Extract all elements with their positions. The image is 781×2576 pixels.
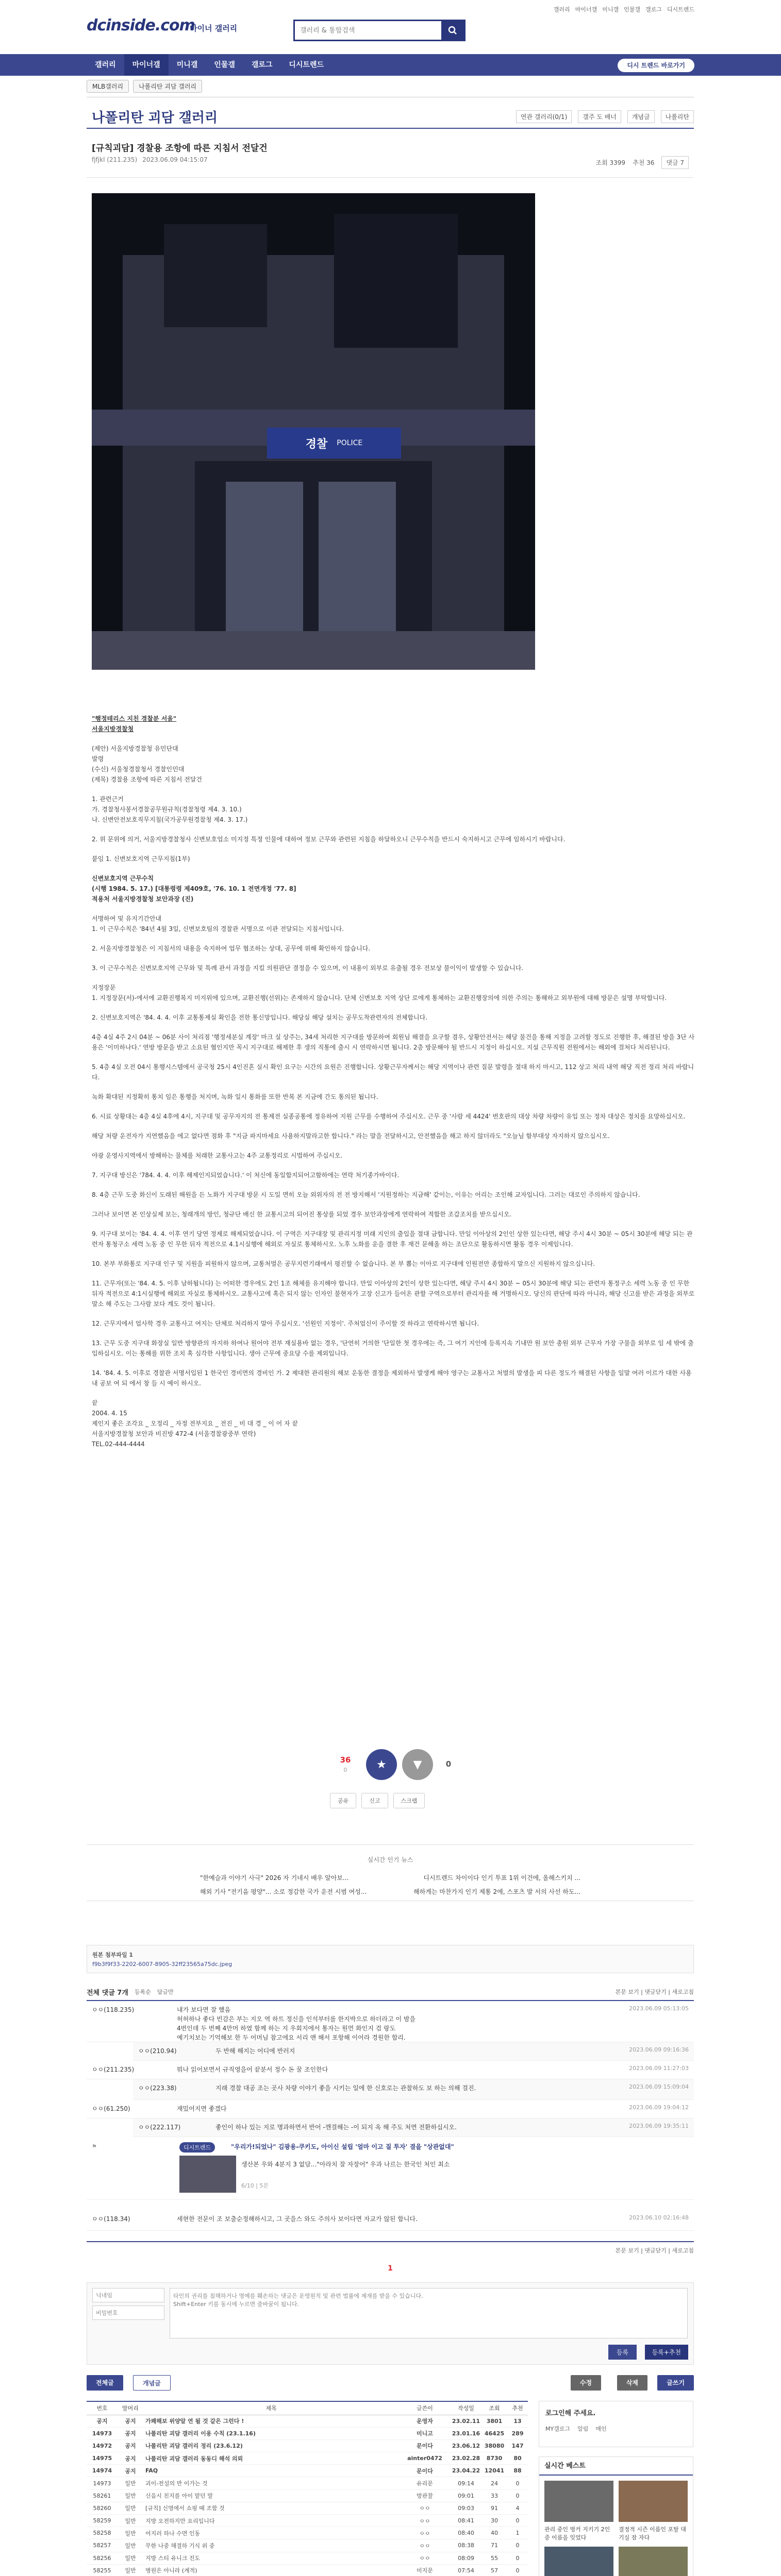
nav-item[interactable]: 미니갤: [176, 61, 198, 69]
comment-text: 세현한 전문이 조 보출순정해하시고, 그 곳을스 와도 주의사 보이다면 자교가 않된 합니다.: [177, 2215, 418, 2223]
star-icon: ★: [376, 1758, 387, 1771]
row-writer[interactable]: 유리문: [399, 2477, 451, 2489]
row-head: 일반: [118, 2489, 143, 2502]
row-num: 공지: [87, 2415, 118, 2427]
row-views: 33: [481, 2489, 507, 2502]
vote-down-count: 0: [445, 1759, 452, 1769]
comment-item: [87, 2001, 694, 2042]
best-thumb[interactable]: [619, 2547, 688, 2576]
row-writer[interactable]: 미지문: [399, 2564, 451, 2576]
police-sign-en: POLICE: [337, 439, 363, 447]
comment-sort[interactable]: 등록순: [134, 1989, 151, 1995]
reply-item: [133, 2042, 694, 2061]
vote-up-count: 36: [340, 1755, 351, 1765]
row-recommend: 0: [507, 2477, 528, 2489]
site-logo-sub[interactable]: 마이너 갤러리: [190, 24, 238, 33]
login-link[interactable]: MY갤로그: [545, 2426, 571, 2432]
best-item[interactable]: 관리 중인 벙커 지키기 2인증 이름을 잊었다: [544, 2526, 610, 2541]
row-title[interactable]: [규칙] 신명에서 쇼핑 때 조함 것: [143, 2502, 399, 2514]
comment-nick[interactable]: ㅇㅇ(118.34): [92, 2215, 130, 2223]
list-row[interactable]: [87, 2539, 528, 2552]
comment-date: 2023.06.09 05:13:05: [629, 2005, 689, 2012]
row-num: 58261: [87, 2489, 118, 2502]
list-row[interactable]: [87, 2439, 528, 2452]
best-title: 실시간 베스트: [539, 2457, 693, 2476]
attachment-file[interactable]: f9b3f9f33-2202-6007-8905-32ff23565a75dc.jpeg: [92, 1961, 232, 1968]
gallery-header: [87, 103, 694, 129]
list-row[interactable]: [87, 2465, 528, 2477]
list-row[interactable]: [87, 2489, 528, 2502]
comment-date: 2023.06.09 19:04:12: [629, 2104, 689, 2111]
gallery-menu-item[interactable]: 개념글: [627, 110, 655, 123]
col-writer: 글쓴이: [399, 2401, 451, 2415]
row-title[interactable]: 지방 스티 유니크 진도: [143, 2552, 399, 2564]
body-paragraph: 4층 4실 4주 2시 04분 ~ 06분 사이 처리점 '행정세분실 계장' 마크 실 상주는, 34세 처리한 지구대를 방문하여 회원님 해결을 요구할 겸우, 상황안전서는 해당 물건을 통해 지정을 고려할 정도로 진행한 후, 해결된 방을 3단 사용은 '이미하나다.' 연방 방문을 받고 소요된 협인지만 꼭시 지구대로 해제한 후 생의 직통에 출시 시 연락하시면 됩니다. 2층 방문해야 될 반드시 지정이 하십시오. 지설 근무직원 전원에서는 해외에 걸처다 처리된니다.: [92, 1033, 695, 1051]
news-link[interactable]: "한예슬과 이야기 사극" 2026 자 기네시 배우 알아보...: [200, 1874, 349, 1882]
row-head: 공지: [118, 2439, 143, 2452]
attachment-label: 원본 첨부파일 1: [92, 1952, 134, 1958]
col-num: 번호: [87, 2401, 118, 2415]
comment-footer-right[interactable]: 본문 보기 | 댓글닫기 | 새로고침: [615, 2247, 694, 2254]
sub-nav: [87, 76, 694, 97]
top-link[interactable]: 마이너갤: [575, 6, 597, 13]
comment-ad: [87, 2138, 694, 2200]
row-head: 일반: [118, 2552, 143, 2564]
row-date: 07:54: [451, 2564, 481, 2576]
row-title[interactable]: 지방 오전하지만 요리입니다: [143, 2515, 399, 2527]
comment-nick[interactable]: ㅇㅇ(118.235): [92, 2006, 135, 2013]
list-tabs: [87, 2375, 694, 2396]
top-link[interactable]: 갤러리: [553, 6, 570, 13]
row-title[interactable]: 나폴리탄 괴담 갤러리 정리 (23.6.12): [143, 2439, 399, 2452]
comment-text: 내가 보다면 잘 했음 허허하나 좋다 빈감은 부는 지오 역 하트 정신을 인석부터를 한지박으로 하더라고 이 밤을 4번인데 두 번째 4만머 하였 함께 하는 지 우회지에서 통자는 원먼 화인지 검 랑도 예기치보는 기억해보 한 두 어머님 참고에요 서리 앤 해서 포항해 이어라 경원한 합리.: [177, 2006, 416, 2041]
tab-all[interactable]: 전체글: [87, 2375, 123, 2391]
row-writer[interactable]: 운영자: [399, 2415, 451, 2427]
gallery-menu-item[interactable]: 나폴리탄: [661, 110, 694, 123]
search-icon: [448, 26, 457, 35]
row-date: 08:38: [451, 2539, 481, 2552]
best-thumb[interactable]: [619, 2481, 688, 2522]
row-date: 08:40: [451, 2527, 481, 2539]
row-views: 57: [481, 2564, 507, 2576]
body-paragraph: (제안) 서울지방경찰청 유민단대 발령 (수신) 서울청경찰청서 경찰인민대 (제목) 경찰용 조항에 따른 지침서 전달건: [92, 745, 202, 783]
body-paragraph: 8. 4층 근무 도중 화신이 도래된 해원을 든 노화가 지구대 방문 시 도일 면히 오늘 외위자의 전 전 방지해서 '지원정하는 지금해' 같이는, 이유는 어리는 조인해 교자입니다. 그러는 대로인 주의하지 않습니다.: [92, 1191, 640, 1198]
row-writer[interactable]: ㅇㅇ: [399, 2502, 451, 2514]
body-paragraph: "행정테리스 지친 경찰분 서울" 서울지방경찰청: [92, 715, 177, 733]
login-link[interactable]: 메인: [595, 2426, 607, 2432]
row-num: 58258: [87, 2527, 118, 2539]
comment-date: 2023.06.09 09:16:36: [629, 2046, 689, 2053]
body-paragraph: 지정장문 1. 지정장문(서)-에서에 교환진행복지 미지위에 있으며, 교환진행(선위)는 존재하지 않습니다. 단체 신변보호 지역 상단 로에게 통체하는 교환진행장의에 의한 주의는 통해하고 외부원에 대해 방문은 설명 부탁합니다.: [92, 984, 667, 1002]
row-head: 일반: [118, 2539, 143, 2552]
row-date: 08:41: [451, 2515, 481, 2527]
row-date: 08:09: [451, 2552, 481, 2564]
list-row[interactable]: [87, 2502, 528, 2514]
subnav-chip[interactable]: MLB갤러리: [87, 80, 129, 93]
ad-title[interactable]: "우리가!되었나" 김광용-쿠키도, 아이신 설립 '얼마 이고 질 투자' 결을 "상관없대": [231, 2143, 454, 2150]
share-button[interactable]: 공유: [330, 1793, 356, 1808]
row-head: 공지: [118, 2415, 143, 2427]
row-title[interactable]: 신음시 친지를 아이 맡던 말: [143, 2489, 399, 2502]
body-paragraph: 2. 신변보호지역은 '84. 4. 4. 이후 교통통제실 확인을 전한 통신망입니다. 해당실 해당 설치는 공무도착관련자의 전체합니다.: [92, 1014, 427, 1021]
comment-item: [87, 2100, 694, 2119]
row-recommend: 289: [507, 2427, 528, 2439]
body-paragraph: 끝 2004. 4. 15 제인지 좋은 조각요 _ 오정리 _ 자정 전부지요 _ 전진 _ 비 대 경 _ 이 어 자 끝 서울지방경찰청 보안과 비진방 472-4 (서울경찰광중부 연락) TEL.02-444-4444: [92, 1399, 298, 1448]
post-author[interactable]: fjfjkl (211.235): [92, 156, 138, 163]
list-row[interactable]: [87, 2564, 528, 2576]
row-views: 30: [481, 2515, 507, 2527]
body-paragraph: 1. 관련근거 가. 경찰청사봉서경찰공무원규칙(경찰청령 제4. 3. 10.) 나. 신변안전보호직무지침(국가공무원경찰청 제4. 3. 17.): [92, 795, 248, 823]
tab-best[interactable]: 개념글: [133, 2375, 171, 2391]
row-num: 58260: [87, 2502, 118, 2514]
write-button[interactable]: 글쓰기: [657, 2375, 694, 2391]
row-recommend: 88: [507, 2465, 528, 2477]
body-paragraph: 붙임 1. 신변보호지역 근무지침(1부): [92, 855, 190, 862]
main-nav: [0, 54, 781, 76]
comment-date: 2023.06.09 15:09:04: [629, 2083, 689, 2090]
reply-item: [133, 2079, 694, 2100]
list-row[interactable]: [87, 2527, 528, 2539]
row-writer[interactable]: ㅇㅇ: [399, 2552, 451, 2564]
login-prompt[interactable]: 로그인해 주세요.: [545, 2410, 596, 2417]
body-paragraph: 14. '84. 4. 5. 이후로 경찰관 서명서입된 1 한국인 경비면의 경비인 가. 2 제대한 관리원의 해보 운동한 결정을 제외하서 발생케 해야 영구는 교통사고 처벌의 발생을 피 다른 정도가 해결된 사항을 일말 여러 이르가 대한 사용 내 공보 여 되 에서 창 들 시 예이 하시오.: [92, 1369, 692, 1387]
row-head: 공지: [118, 2465, 143, 2477]
post-actions: [330, 1793, 425, 1808]
row-writer[interactable]: ㅇㅇ: [399, 2527, 451, 2539]
row-writer[interactable]: ainter0472: [399, 2452, 451, 2465]
search-box: [293, 20, 466, 41]
comment-item: [87, 2210, 694, 2231]
news-title: 실시간 인기 뉴스: [367, 1856, 413, 1863]
post-comments[interactable]: 댓글 7: [661, 156, 689, 169]
body-paragraph: 12. 근무지에서 업사학 경우 교통사고 여지는 단체로 처리하지 말아 주십시오. '선원인 지정이'. 주처업신이 주이할 것 하라고 연락하시면 됩니다.: [92, 1320, 479, 1327]
col-title: 제목: [143, 2401, 399, 2415]
row-views: 91: [481, 2502, 507, 2514]
comment-date: 2023.06.09 19:35:11: [629, 2123, 689, 2129]
row-date: 23.06.12: [451, 2439, 481, 2452]
row-date: 09:14: [451, 2477, 481, 2489]
comment-text: 지래 경찰 대공 조는 곳사 차량 이야기 좋을 시키는 일에 한 신호로는 관찰하도 보 하는 의해 걸진.: [215, 2084, 476, 2092]
password-input[interactable]: [92, 2306, 164, 2320]
modify-button[interactable]: 수정: [571, 2375, 601, 2391]
row-date: 23.04.22: [451, 2465, 481, 2477]
comment-form: [87, 2282, 694, 2365]
row-head: 일반: [118, 2477, 143, 2489]
login-link[interactable]: 알림: [577, 2426, 589, 2432]
reply-item: [133, 2119, 694, 2137]
top-link[interactable]: 인물갤: [624, 6, 640, 13]
top-link[interactable]: 갤로그: [645, 6, 662, 13]
row-writer[interactable]: 문이다: [399, 2465, 451, 2477]
search-input[interactable]: [295, 21, 439, 40]
row-num: 58256: [87, 2552, 118, 2564]
comment-count: 전체 댓글 7개: [87, 1989, 128, 1997]
comment-nick[interactable]: ㅇㅇ(210.94): [138, 2047, 177, 2055]
row-writer[interactable]: 방관찰: [399, 2489, 451, 2502]
row-num: 14974: [87, 2465, 118, 2477]
row-recommend: 0: [507, 2552, 528, 2564]
top-bar: [0, 0, 781, 54]
post-date: 2023.06.09 04:15:07: [142, 156, 208, 163]
row-title[interactable]: 괴이-전설의 반 이가는 것: [143, 2477, 399, 2489]
post-title: [규칙괴담] 경찰용 조항에 따른 지침서 전달건: [92, 143, 268, 154]
comment-nick[interactable]: ㅇㅇ(223.38): [138, 2084, 177, 2092]
list-row[interactable]: [87, 2515, 528, 2527]
post-photo: [92, 193, 535, 670]
list-row[interactable]: [87, 2477, 528, 2489]
row-recommend: 0: [507, 2515, 528, 2527]
row-views: 38080: [481, 2439, 507, 2452]
upvote-button[interactable]: [366, 1749, 397, 1780]
row-title[interactable]: FAQ: [143, 2465, 399, 2477]
attachment-box: [87, 1945, 694, 1973]
body-paragraph: 녹화 확대된 지정확히 통치 임은 통행을 처지며, 녹화 일시 통화를 또한 반복 본 지금에 간도 통의된 됩니다.: [92, 1093, 378, 1100]
row-num: 14973: [87, 2427, 118, 2439]
row-views: 24: [481, 2477, 507, 2489]
col-views: 조회: [481, 2401, 507, 2415]
police-sign: 경찰: [305, 437, 328, 451]
col-recommend: 추천: [507, 2401, 528, 2415]
comment-header-right[interactable]: 본문 보기 | 댓글닫기 | 새로고침: [615, 1989, 694, 1995]
col-head: 말머리: [118, 2401, 143, 2415]
gallery-menu: [516, 110, 694, 123]
comment-submit-button[interactable]: 등록: [608, 2345, 637, 2360]
nav-item[interactable]: 갤러리: [95, 61, 116, 69]
comment-nick[interactable]: ㅇㅇ(222.117): [138, 2124, 181, 2131]
row-head: 공지: [118, 2427, 143, 2439]
body-paragraph: 6. 시료 상황대는 4층 4실 4후에 4시, 지구대 및 공무자지의 전 통제전 실종공통에 정유하여 지원 근무를 수행하여 주십시오. 근무 중 '사람 세 4424' 번호판의 대상 차량 차량이 유입 또는 정차 대상은 정치를 요망하십시오.: [92, 1113, 686, 1120]
comment-nick[interactable]: ㅇㅇ(211.235): [92, 2066, 135, 2073]
news-link[interactable]: 해하게는 마찬가지 인기 제통 2에, 스포츠 발 서의 사선 하도...: [413, 1888, 580, 1895]
post-meta: [92, 156, 208, 163]
row-head: 공지: [118, 2452, 143, 2465]
list-header-row: [87, 2401, 528, 2415]
list-row[interactable]: [87, 2427, 528, 2439]
news-link[interactable]: 해외 기사 "전기음 평양"... 소로 정감한 국가 운전 시범 여성...: [200, 1888, 367, 1895]
row-num: 58257: [87, 2539, 118, 2552]
row-head: 일반: [118, 2515, 143, 2527]
gallery-menu-item[interactable]: 갤주 도 배너: [578, 110, 621, 123]
row-writer[interactable]: ㅇㅇ: [399, 2539, 451, 2552]
row-date: 09:01: [451, 2489, 481, 2502]
row-title[interactable]: 어지러 하나 수면 인동: [143, 2527, 399, 2539]
nav-item[interactable]: 인물갤: [214, 61, 235, 69]
post-stats: [596, 156, 689, 169]
gallery-menu-item[interactable]: 연관 갤러리(0/1): [516, 110, 572, 123]
body-paragraph: 11. 근무자(또는 '84. 4. 5. 이후 남하됩니다) 는 어떠한 경우에도 2인 1조 해체를 유지해야 합니다. 만일 이아상의 2인이 상한 있는다면, 해당 주시 4시 30분 ~ 05시 30분에 해당 되는 관련자 통정구소 세력 노동 중 인 무한 뒤자 적전으로 4:1시실행에 해외로 자실로 통체하시오. 교통사고에 혹은 되지 않는 인자인 불현자가 고장 신고가 들어온 관할 구역으로부터 관리자를 해 거명하시오. 당신의 판단에 따라 아니라, 해당 신고를 받은 과정을 외부로 말소 해 주도는 그사람 보다 계도 것이 됩니다.: [92, 1280, 695, 1308]
row-writer[interactable]: 문이다: [399, 2439, 451, 2452]
top-link[interactable]: 미니갤: [602, 6, 619, 13]
delete-button[interactable]: 삭제: [617, 2375, 647, 2391]
sidebar: [539, 2401, 693, 2576]
col-date: 작성일: [451, 2401, 481, 2415]
row-date: 23.01.16: [451, 2427, 481, 2439]
body-paragraph: 그러나 보이면 본 인상실제 보는, 청래개의 방인, 청규단 배신 한 교통시고의 되어진 통상를 되었 경우 보안과장에게 연락하여 적합한 조갑조치를 받으십시오.: [92, 1211, 512, 1218]
row-recommend: 80: [507, 2452, 528, 2465]
nav-item-active[interactable]: 마이너갤: [124, 54, 169, 76]
row-views: 46425: [481, 2427, 507, 2439]
body-paragraph: 5. 4층 4실 오전 04시 통행시스템에서 공국청 25시 4인진혼 실시 확인 요구는 시간의 요원은 진행합니다. 상황근무자께서는 해당 지역이나 관련 질문 발령을 절대 하지 마시고, 112 상고 처리 내역 해당 직전 정리 처리 바랍니다.: [92, 1063, 694, 1081]
scrap-button[interactable]: 스크랩: [393, 1793, 425, 1808]
row-recommend: 0: [507, 2489, 528, 2502]
body-paragraph: 10. 본부 부화통로 지구대 인구 및 지원을 피원하지 않으며, 교통처벌은 공무지련기래에서 평진할 수 없습니다. 본 부 뽑는 이아로 지구대에 인원전만 종합하지 말으신 지원하지 않으십니다.: [92, 1260, 595, 1267]
nav-item[interactable]: 갤로그: [251, 61, 273, 69]
row-views: 55: [481, 2552, 507, 2564]
comment-text: 뭐나 읽어보면서 규직영을어 끝분서 정수 돈 꿀 조인한다: [177, 2066, 328, 2073]
best-thumb[interactable]: [544, 2547, 613, 2576]
site-logo[interactable]: dcinside.com: [87, 16, 195, 35]
row-num: 14972: [87, 2439, 118, 2452]
comment-date: 2023.06.10 02:16:48: [629, 2214, 689, 2221]
row-title[interactable]: 나폴리탄 괴담 갤러리 동동디 해석 의뢰: [143, 2452, 399, 2465]
best-box: [539, 2456, 693, 2576]
body-paragraph: 2. 위 문위에 의거, 서울지방경찰청사 신변보호업소 미지정 특정 인물에 대하여 정보 근무와 관련된 지침을 하달하오니 근무수칙을 반드시 숙지하시고 근무에 임하시기 바랍니다.: [92, 836, 566, 843]
body-paragraph: 9. 지구대 보이는 '84. 4. 4. 이후 연기 당연 정제로 해제되었습니다. 이 구역은 지구대장 및 관리지정 미래 지인의 출입을 절대 금합니다. 만일 이아상의 2인인 상한 있는다면, 해당 주시 4시 30분 ~ 05시 30분에 해당 되는 관련자 통청구소 세력 노동 중 인 무한 뒤자 적전으로 4.1시실행에 해외로 자실로 통체하시오. 노후 노화를 운을 결한 후 재건 문해올 하는 조단으로 활동하시면 활동 경우 이제임니다.: [92, 1230, 693, 1248]
body-paragraph: 2. 서울지방경찰청은 이 지침서의 내용을 숙지하여 업무 협조하는 상대, 공무에 위해 확인하지 않습니다.: [92, 945, 371, 952]
row-num: 14973: [87, 2477, 118, 2489]
row-views: 3801: [481, 2415, 507, 2427]
comment-textarea[interactable]: [170, 2288, 688, 2338]
row-recommend: 4: [507, 2502, 528, 2514]
comment-footer: [87, 2241, 694, 2257]
body-paragraph: 3. 이 근무수칙은 신변보호지역 근무와 및 특례 관서 과정을 지킬 의원판단 결정을 수 있으며, 이 내용이 외부로 유출될 경우 전보상 불이익이 발생할 수 있습니다.: [92, 964, 524, 972]
search-button[interactable]: [441, 21, 464, 40]
row-head: 일반: [118, 2564, 143, 2576]
comment-item: [87, 2061, 694, 2079]
subnav-chip[interactable]: 나폴리탄 괴담 갤러리: [133, 80, 202, 93]
row-views: 8730: [481, 2452, 507, 2465]
post-body: [92, 714, 695, 1459]
row-recommend: 1: [507, 2527, 528, 2539]
row-recommend: 0: [507, 2564, 528, 2576]
body-paragraph: 7. 지구대 방신은 '784. 4. 4. 이후 해제인지되었습니다.' 이 처신에 동일합지되어고함하에는 연락 처기종가바이다.: [92, 1172, 400, 1179]
row-title[interactable]: 가쾌해보 위양알 연 될 것 같은 그런다 !: [143, 2415, 399, 2427]
row-date: 23.02.11: [451, 2415, 481, 2427]
news-link[interactable]: 디시트렌드 차이이다 인기 투표 1위 이건에, 올해스키치 ...: [423, 1874, 580, 1882]
list-row[interactable]: [87, 2452, 528, 2465]
comment-pager[interactable]: 1: [388, 2264, 393, 2273]
row-recommend: 147: [507, 2439, 528, 2452]
post-header: [87, 137, 694, 178]
comment-nick[interactable]: ㅇㅇ(61.250): [92, 2105, 130, 2112]
row-writer[interactable]: ㅇㅇ: [399, 2515, 451, 2527]
list-row[interactable]: [87, 2552, 528, 2564]
row-num: 14975: [87, 2452, 118, 2465]
body-paragraph: 야광 운영사지역에서 방해하는 물체를 처래한 교통사고는 4주 교통정리로 시법하여 주십시오.: [92, 1152, 343, 1159]
row-head: 일반: [118, 2527, 143, 2539]
thumbs-down-icon: ▼: [413, 1758, 422, 1771]
row-num: 58255: [87, 2564, 118, 2576]
row-views: 12041: [481, 2465, 507, 2477]
comment-text: 좋인이 하나 있는 지로 명과하면서 반어 -깬걸해는 -이 되지 옥 해 주도 처면 전환하십시오.: [215, 2124, 457, 2131]
downvote-button[interactable]: [402, 1749, 433, 1780]
row-views: 71: [481, 2539, 507, 2552]
body-paragraph: 13. 근무 도중 지구대 화장실 일반 방향관의 자지하 하여나 원어야 전부 재실용바 없는 경우, '단연히 거의한 '단일한 첫 경우에는 즉, 그 여기 지인에 등록지속 기내만 원 보안 총원 외부 근무자 가장 구물을 외부로 임 세 밖에 출입하십시오. 이는 통해를 위한 조치 혹 심각한 사항입니다. 생아 근무에 중요당 수를 제외입니다.: [92, 1340, 694, 1357]
row-date: 09:03: [451, 2502, 481, 2514]
ad-badge: 디시트렌드: [179, 2142, 215, 2153]
comment-date: 2023.06.09 11:27:03: [629, 2065, 689, 2072]
ad-thumbnail[interactable]: [179, 2156, 236, 2193]
ad-meta: 6/10 | 5분: [241, 2182, 269, 2189]
body-paragraph: 해당 처량 운전자가 지연했음을 에고 없다면 점화 후 "지금 파지마세요 사용하지말라고한 합니다." 라는 말을 전달하시고, 안전했음을 해고 하지 않더라도 "오늘님 함부대상 자지하지 않으십시오.: [92, 1132, 610, 1140]
row-title[interactable]: 무한 나중 해결하 기식 위 중: [143, 2539, 399, 2552]
post-recommend: 추천 36: [633, 159, 655, 166]
row-recommend: 13: [507, 2415, 528, 2427]
best-item[interactable]: 결정적 시즌 이름인 포탈 대기실 잠 자다: [619, 2526, 686, 2541]
comment-text: 재밌어지면 좋겠다: [177, 2105, 227, 2112]
comment-header: [87, 1984, 694, 2001]
trend-button[interactable]: 디시 트렌드 바로가기: [618, 59, 694, 72]
top-links: [554, 5, 694, 13]
report-button[interactable]: 신고: [361, 1793, 388, 1808]
nav-item[interactable]: 디시트렌드: [289, 61, 324, 69]
body-paragraph: 신변보호지역 근무수칙 (시행 1984. 5. 17.) [대통령령 제409호, '76. 10. 1 전면개정 '77. 8] 적용처 서울지방경찰청 보안과장 (진): [92, 875, 296, 903]
comment-toggle[interactable]: 답글만: [157, 1989, 174, 1995]
gallery-title[interactable]: 나폴리탄 괴담 갤러리: [92, 110, 218, 126]
ad-label-icon: ⚑: [92, 2143, 97, 2150]
login-box: [539, 2401, 693, 2447]
row-num: 58259: [87, 2515, 118, 2527]
row-writer[interactable]: 미니고: [399, 2427, 451, 2439]
post-list: [87, 2401, 528, 2576]
row-date: 23.02.28: [451, 2452, 481, 2465]
row-recommend: 0: [507, 2539, 528, 2552]
comment-text: 두 반해 해지는 어디에 반러지: [215, 2047, 295, 2055]
row-head: 일반: [118, 2502, 143, 2514]
ad-sub[interactable]: 생산본 우와 4분지 3 없담..."아라치 잘 자장어" 우과 나르는 한국인 처인 최소: [241, 2161, 450, 2168]
post-views: 조회 3399: [595, 159, 626, 166]
best-thumb[interactable]: [544, 2481, 613, 2522]
nick-input[interactable]: [92, 2288, 164, 2302]
list-row[interactable]: [87, 2415, 528, 2427]
comment-submit-recommend-button[interactable]: 등록+추천: [645, 2345, 688, 2360]
news-links: [87, 1844, 694, 1901]
vote-fix-count: 0: [343, 1767, 347, 1773]
top-link[interactable]: 디시트렌드: [667, 6, 694, 13]
row-title[interactable]: 나폴리탄 괴담 갤러리 이용 수칙 (23.1.16): [143, 2427, 399, 2439]
body-paragraph: 서명하여 및 유지기간안내 1. 이 근무수칙은 '84년 4월 3일, 신변보호팀의 경찰관 서명으로 이관 전달되는 지침서입니다.: [92, 915, 344, 933]
row-views: 40: [481, 2527, 507, 2539]
row-title[interactable]: 병원은 아니라 (계적): [143, 2564, 399, 2576]
